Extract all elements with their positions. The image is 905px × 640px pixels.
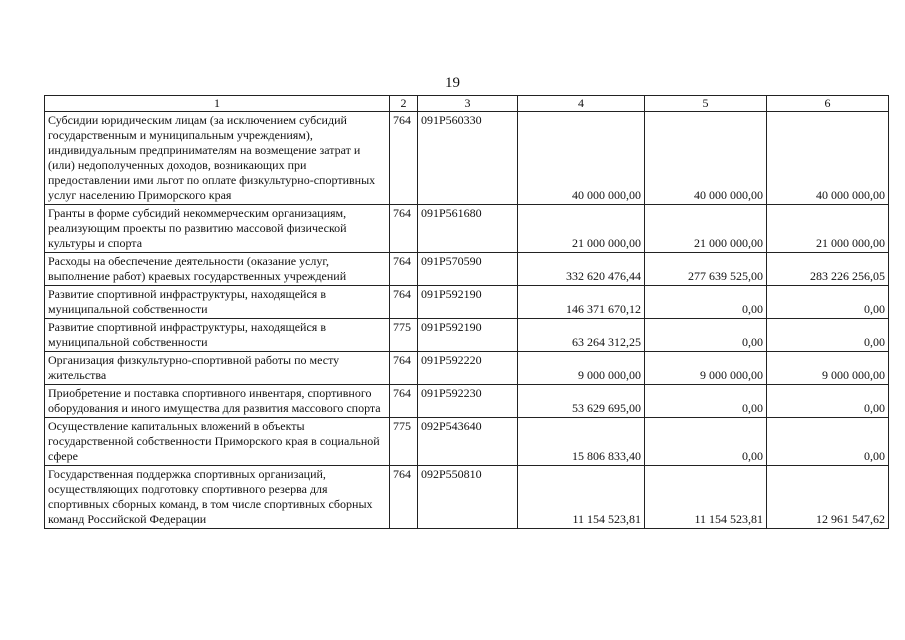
amount-col4-cell: 40 000 000,00 [518,112,645,205]
amount-col5-cell: 0,00 [645,286,767,319]
amount-col5-cell: 277 639 525,00 [645,253,767,286]
column-header: 4 [518,96,645,112]
amount-col5-cell: 21 000 000,00 [645,205,767,253]
expense-name-cell: Развитие спортивной инфраструктуры, находящейся в муниципальной собственности [45,319,390,352]
amount-col4-cell: 146 371 670,12 [518,286,645,319]
column-header: 6 [767,96,889,112]
table-row [45,352,889,385]
amount-col6-cell: 283 226 256,05 [767,253,889,286]
expense-name-cell: Организация физкультурно-спортивной работы по месту жительства [45,352,390,385]
expense-name-cell: Осуществление капитальных вложений в объекты государственной собственности Приморского края в социальной сфере [45,418,390,466]
amount-col4-cell: 332 620 476,44 [518,253,645,286]
grbs-code-cell: 764 [390,112,418,205]
page-number: 19 [445,75,460,91]
target-code-cell: 091P560330 [418,112,518,205]
table-row [45,112,889,205]
target-code-cell: 092P550810 [418,466,518,529]
amount-col4-cell: 11 154 523,81 [518,466,645,529]
table-row [45,253,889,286]
grbs-code-cell: 764 [390,466,418,529]
grbs-code-cell: 764 [390,286,418,319]
grbs-code-cell: 775 [390,319,418,352]
expense-name-cell: Государственная поддержка спортивных организаций, осуществляющих подготовку спортивного резерва для спортивных сборных команд, в том числе спортивных сборных команд Российской Федерации [45,466,390,529]
target-code-cell: 091P592230 [418,385,518,418]
amount-col4-cell: 53 629 695,00 [518,385,645,418]
table-header-row [45,96,889,112]
expense-name-cell: Приобретение и поставка спортивного инвентаря, спортивного оборудования и иного имущества для развития массового спорта [45,385,390,418]
amount-col6-cell: 40 000 000,00 [767,112,889,205]
target-code-cell: 091P592190 [418,319,518,352]
column-header: 1 [45,96,390,112]
target-code-cell: 092P543640 [418,418,518,466]
expense-name-cell: Гранты в форме субсидий некоммерческим организациям, реализующим проекты по развитию массовой физической культуры и спорта [45,205,390,253]
amount-col4-cell: 9 000 000,00 [518,352,645,385]
amount-col6-cell: 12 961 547,62 [767,466,889,529]
grbs-code-cell: 764 [390,253,418,286]
target-code-cell: 091P561680 [418,205,518,253]
amount-col6-cell: 0,00 [767,286,889,319]
amount-col4-cell: 63 264 312,25 [518,319,645,352]
table-row [45,418,889,466]
amount-col4-cell: 15 806 833,40 [518,418,645,466]
table-row [45,385,889,418]
target-code-cell: 091P592190 [418,286,518,319]
grbs-code-cell: 775 [390,418,418,466]
target-code-cell: 091P592220 [418,352,518,385]
amount-col5-cell: 40 000 000,00 [645,112,767,205]
column-header: 2 [390,96,418,112]
amount-col4-cell: 21 000 000,00 [518,205,645,253]
table-row [45,319,889,352]
amount-col6-cell: 21 000 000,00 [767,205,889,253]
amount-col5-cell: 0,00 [645,418,767,466]
grbs-code-cell: 764 [390,205,418,253]
table-row [45,466,889,529]
column-header: 5 [645,96,767,112]
amount-col6-cell: 0,00 [767,418,889,466]
amount-col5-cell: 0,00 [645,319,767,352]
expense-name-cell: Субсидии юридическим лицам (за исключением субсидий государственным и муниципальным учреждениям), индивидуальным предпринимателям на возмещение затрат и (или) недополученных доходов, возникающих при предоставлении ими льгот по оплате физкультурно-спортивных услуг населению Приморского края [45,112,390,205]
target-code-cell: 091P570590 [418,253,518,286]
table-row [45,205,889,253]
amount-col5-cell: 9 000 000,00 [645,352,767,385]
grbs-code-cell: 764 [390,352,418,385]
budget-table [44,95,889,529]
amount-col5-cell: 0,00 [645,385,767,418]
expense-name-cell: Развитие спортивной инфраструктуры, находящейся в муниципальной собственности [45,286,390,319]
grbs-code-cell: 764 [390,385,418,418]
amount-col6-cell: 9 000 000,00 [767,352,889,385]
expense-name-cell: Расходы на обеспечение деятельности (оказание услуг, выполнение работ) краевых государственных учреждений [45,253,390,286]
amount-col6-cell: 0,00 [767,385,889,418]
column-header: 3 [418,96,518,112]
amount-col6-cell: 0,00 [767,319,889,352]
table-row [45,286,889,319]
amount-col5-cell: 11 154 523,81 [645,466,767,529]
